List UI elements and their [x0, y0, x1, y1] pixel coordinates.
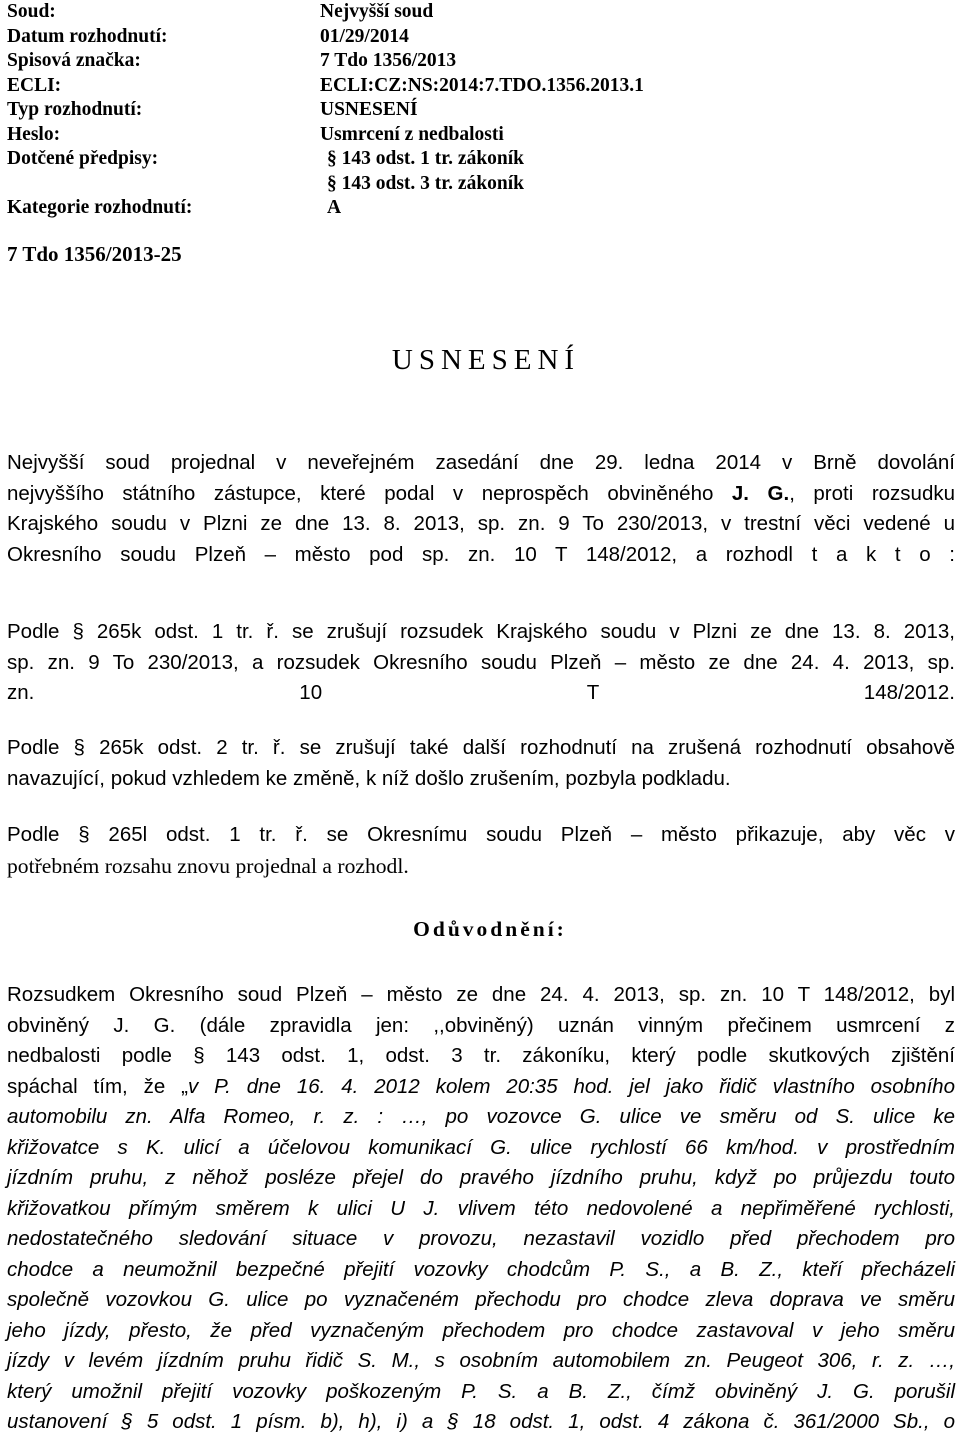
text-line: Podle § 265l odst. 1 tr. ř. se Okresnímu soudu Plzeň – město přikazuje, aby věc v — [7, 823, 955, 846]
text-line: ustanovení § 5 odst. 1 písm. b), h), i) a § 18 odst. 1, odst. 4 zákona č. 361/2000 Sb., o — [7, 1410, 955, 1433]
meta-row-provisions — [7, 147, 644, 172]
text-line: chodce a neumožnil bezpečné přejití vozovky chodcům P. S., a B. Z., kteří přecházeli — [7, 1257, 955, 1281]
text-segment: nejvyššího státního zástupce, které podal v neprospěch obviněného — [7, 481, 714, 505]
text-line: jízdy v levém jízdním pruhu řidič S. M., s osobním automobilem zn. Peugeot 306, r. z. …, — [7, 1349, 955, 1372]
text-line: Podle § 265k odst. 1 tr. ř. se zrušují rozsudek Krajského soudu v Plzni ze dne 13. 8. 2013, — [7, 620, 955, 643]
intro-paragraph — [7, 448, 955, 570]
text-line: Rozsudkem Okresního soud Plzeň – město ze dne 24. 4. 2013, sp. zn. 10 T 148/2012, byl — [7, 983, 955, 1006]
text-line: zn. 10 T 148/2012. — [7, 681, 955, 704]
meta-key: Dotčené předpisy: — [7, 148, 159, 169]
meta-key — [7, 172, 320, 197]
meta-key: Spisová značka: — [7, 50, 141, 71]
meta-row-type — [7, 98, 644, 123]
text-line: Okresního soudu Plzeň – město pod sp. zn. 10 T 148/2012, a rozhodl t a k t o : — [7, 542, 955, 566]
text-segment: spáchal tím, že „ — [7, 1074, 188, 1098]
meta-row-category — [7, 196, 644, 221]
meta-row-file-number — [7, 49, 644, 74]
italic-segment: v P. dne 16. 4. 2012 kolem 20:35 hod. jel jako řidič vlastního osobního — [187, 1074, 955, 1098]
meta-row-provisions-2 — [7, 172, 644, 197]
meta-value: Nejvyšší soud — [320, 1, 434, 22]
meta-key: Soud: — [7, 1, 56, 22]
meta-value: A — [327, 197, 342, 218]
meta-key: Typ rozhodnutí: — [7, 99, 143, 120]
text-line — [7, 1072, 955, 1103]
meta-row-date — [7, 25, 644, 50]
text-line: Nejvyšší soud projednal v neveřejném zasedání dne 29. ledna 2014 v Brně dovolání — [7, 451, 955, 474]
ruling-paragraph-3 — [7, 820, 955, 881]
defendant-name: J. G. — [731, 481, 790, 505]
ruling-paragraph-2 — [7, 733, 955, 794]
reasoning-heading: Odůvodnění: — [413, 917, 567, 941]
text-line: automobilu zn. Alfa Romeo, r. z. : …, po vozovce G. ulice ve směru od S. ulice ke — [7, 1105, 955, 1128]
text-line: jeho jízdy, přesto, že před vyznačeným přechodem pro chodce zastavoval v jeho směru — [7, 1318, 955, 1342]
text-line: křižovatkou přímým směrem k ulici U J. vlivem této nedovolené a nepřiměřené rychlosti, — [7, 1196, 955, 1220]
text-line: Krajského soudu v Plzni ze dne 13. 8. 2013, sp. zn. 9 To 230/2013, v trestní věci vedené u — [7, 512, 955, 535]
meta-value: § 143 odst. 1 tr. zákoník — [327, 148, 525, 169]
meta-value: 01/29/2014 — [320, 25, 409, 47]
text-line: potřebném rozsahu znovu projednal a rozhodl. — [7, 853, 409, 878]
document-title: USNESENÍ — [391, 344, 581, 376]
meta-row-keyword — [7, 123, 644, 148]
ruling-paragraph-1 — [7, 617, 955, 709]
meta-key: ECLI: — [7, 74, 62, 96]
text-line: nedbalosti podle § 143 odst. 1, odst. 3 tr. zákoníku, který podle skutkových zjištění — [7, 1044, 955, 1067]
meta-value: Usmrcení z nedbalosti — [320, 123, 504, 145]
metadata-block — [7, 0, 644, 221]
meta-row-ecli — [7, 74, 644, 99]
text-line: křižovatce s K. ulicí a účelovou komunikací G. ulice rychlostí 66 km/hod. v prostředním — [7, 1135, 955, 1159]
meta-key: Datum rozhodnutí: — [7, 25, 168, 47]
meta-value: 7 Tdo 1356/2013 — [320, 50, 457, 71]
text-line: který umožnil přejití vozovky poškozeným P. S. a B. Z., čímž obviněný J. G. porušil — [7, 1379, 955, 1403]
meta-row-court — [7, 0, 644, 25]
case-reference: 7 Tdo 1356/2013-25 — [7, 242, 182, 266]
meta-key: Heslo: — [7, 123, 61, 145]
text-line: Podle § 265k odst. 2 tr. ř. se zrušují také další rozhodnutí na zrušená rozhodnutí obsahově — [7, 736, 955, 759]
meta-key: Kategorie rozhodnutí: — [7, 197, 193, 218]
reasoning-paragraph — [7, 980, 955, 1438]
text-line: nedostatečného sledování situace v provozu, nezastavil vozidlo před přechodem pro — [7, 1227, 955, 1250]
text-line: sp. zn. 9 To 230/2013, a rozsudek Okresního soudu Plzeň – město ze dne 24. 4. 2013, sp. — [7, 650, 955, 674]
meta-value: USNESENÍ — [320, 99, 418, 120]
text-segment: , proti rozsudku — [789, 481, 955, 505]
meta-value: ECLI:CZ:NS:2014:7.TDO.1356.2013.1 — [320, 74, 644, 96]
text-line: navazující, pokud vzhledem ke změně, k níž došlo zrušením, pozbyla podkladu. — [7, 766, 731, 790]
meta-value: § 143 odst. 3 tr. zákoník — [327, 172, 525, 194]
text-line: jízdním pruhu, z něhož posléze přejel do pravého jízdního pruhu, když po průjezdu touto — [7, 1166, 955, 1189]
text-line: obviněný J. G. (dále zpravidla jen: ,,obviněný) uznán vinným přečinem usmrcení z — [7, 1013, 955, 1037]
text-line — [7, 479, 955, 510]
text-line: společně vozovkou G. ulice po vyznačeném přechodu pro chodce zleva doprava ve směru — [7, 1288, 955, 1311]
